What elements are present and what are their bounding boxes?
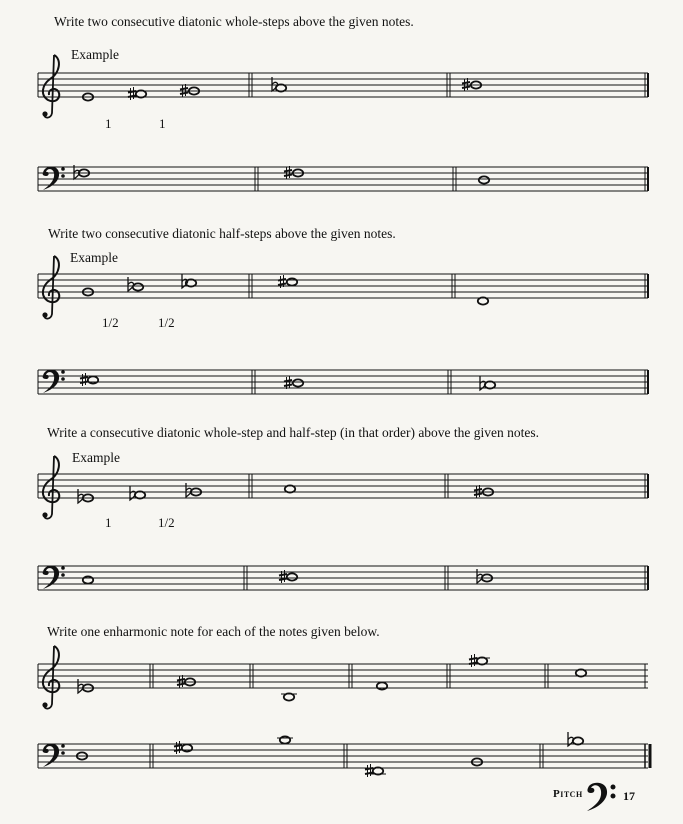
section-3-instruction: Write a consecutive diatonic whole-step and half-step (in that order) above the given notes. xyxy=(47,425,540,440)
section-3-interval-mark-2: 1/2 xyxy=(158,515,175,530)
staff-2 xyxy=(38,165,648,191)
section-1-example-label: Example xyxy=(71,47,119,62)
bass-clef-icon xyxy=(43,167,65,190)
staff-6 xyxy=(38,566,648,590)
section-1-instruction: Write two consecutive diatonic whole-steps above the given notes. xyxy=(54,14,414,29)
footer-section-word: Pitch xyxy=(553,788,583,800)
footer-page-number: 17 xyxy=(623,789,635,803)
section-2-example-label: Example xyxy=(70,250,118,265)
section-1-interval-mark-1: 1 xyxy=(105,116,112,131)
section-2-interval-mark-1: 1/2 xyxy=(102,315,119,330)
staff-7 xyxy=(38,646,648,709)
staff-8 xyxy=(38,732,650,777)
section-3-example-label: Example xyxy=(72,450,120,465)
staff-3 xyxy=(38,256,648,319)
staff-1 xyxy=(38,55,648,118)
staff-4 xyxy=(38,370,648,394)
staff-5 xyxy=(38,456,648,519)
section-1-interval-mark-2: 1 xyxy=(159,116,166,131)
section-4-instruction: Write one enharmonic note for each of the notes given below. xyxy=(47,624,380,639)
section-2-instruction: Write two consecutive diatonic half-steps above the given notes. xyxy=(48,226,396,241)
section-3-interval-mark-1: 1 xyxy=(105,515,112,530)
section-2-interval-mark-2: 1/2 xyxy=(158,315,175,330)
treble-clef-icon xyxy=(42,55,59,118)
